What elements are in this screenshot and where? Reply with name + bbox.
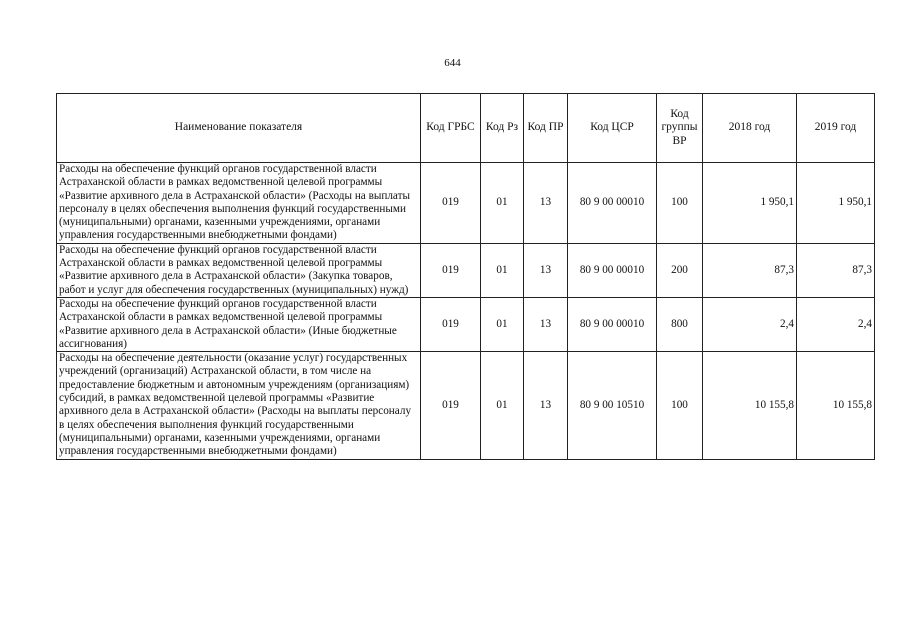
row-csr: 80 9 00 10510	[568, 352, 657, 459]
header-2018: 2018 год	[703, 94, 797, 163]
table-row	[57, 243, 875, 297]
row-pr: 13	[524, 243, 568, 297]
row-2019: 1 950,1	[797, 163, 875, 244]
row-name: Расходы на обеспечение функций органов государственной власти Астраханской области в рамках ведомственной целевой программы «Развитие архивного дела в Астраханской области» (Иные бюджетные ассигнования)	[57, 297, 421, 351]
row-rz: 01	[481, 297, 524, 351]
row-grbs: 019	[421, 352, 481, 459]
row-2018: 1 950,1	[703, 163, 797, 244]
row-2019: 87,3	[797, 243, 875, 297]
header-vr: Код группы ВР	[657, 94, 703, 163]
header-name: Наименование показателя	[57, 94, 421, 163]
row-rz: 01	[481, 163, 524, 244]
row-2019: 10 155,8	[797, 352, 875, 459]
table-row	[57, 297, 875, 351]
row-grbs: 019	[421, 297, 481, 351]
row-name: Расходы на обеспечение функций органов государственной власти Астраханской области в рамках ведомственной целевой программы «Развитие архивного дела в Астраханской области» (Закупка товаров, работ и услуг для обеспечения государственных (муниципальных) нужд)	[57, 243, 421, 297]
page-number: 644	[444, 57, 461, 69]
table-row	[57, 163, 875, 244]
row-vr: 100	[657, 163, 703, 244]
row-csr: 80 9 00 00010	[568, 243, 657, 297]
header-grbs: Код ГРБС	[421, 94, 481, 163]
header-csr: Код ЦСР	[568, 94, 657, 163]
row-csr: 80 9 00 00010	[568, 163, 657, 244]
header-2019: 2019 год	[797, 94, 875, 163]
budget-table	[56, 93, 875, 460]
row-2019: 2,4	[797, 297, 875, 351]
header-pr: Код ПР	[524, 94, 568, 163]
row-2018: 2,4	[703, 297, 797, 351]
header-rz: Код Рз	[481, 94, 524, 163]
row-pr: 13	[524, 297, 568, 351]
row-name: Расходы на обеспечение деятельности (оказание услуг) государственных учреждений (организаций) Астраханской области, в том числе на предоставление бюджетным и автономным учреждениям (организациям) субсидий, в рамках ведомственной целевой программы «Развитие архивного дела в Астраханской области» (Расходы на выплаты персоналу в целях обеспечения выполнения функций государственными (муниципальными) органами, казенными учреждениями, органами управления государственными внебюджетными фондами)	[57, 352, 421, 459]
row-pr: 13	[524, 352, 568, 459]
row-2018: 10 155,8	[703, 352, 797, 459]
row-vr: 200	[657, 243, 703, 297]
row-csr: 80 9 00 00010	[568, 297, 657, 351]
row-2018: 87,3	[703, 243, 797, 297]
row-grbs: 019	[421, 163, 481, 244]
table-row	[57, 352, 875, 459]
row-rz: 01	[481, 352, 524, 459]
row-rz: 01	[481, 243, 524, 297]
row-grbs: 019	[421, 243, 481, 297]
table-header-row	[57, 94, 875, 163]
row-pr: 13	[524, 163, 568, 244]
row-vr: 100	[657, 352, 703, 459]
row-name: Расходы на обеспечение функций органов государственной власти Астраханской области в рамках ведомственной целевой программы «Развитие архивного дела в Астраханской области» (Расходы на выплаты персоналу в целях обеспечения выполнения функций государственными (муниципальными) органами, казенными учреждениями, органами управления государственными внебюджетными фондами)	[57, 163, 421, 244]
row-vr: 800	[657, 297, 703, 351]
